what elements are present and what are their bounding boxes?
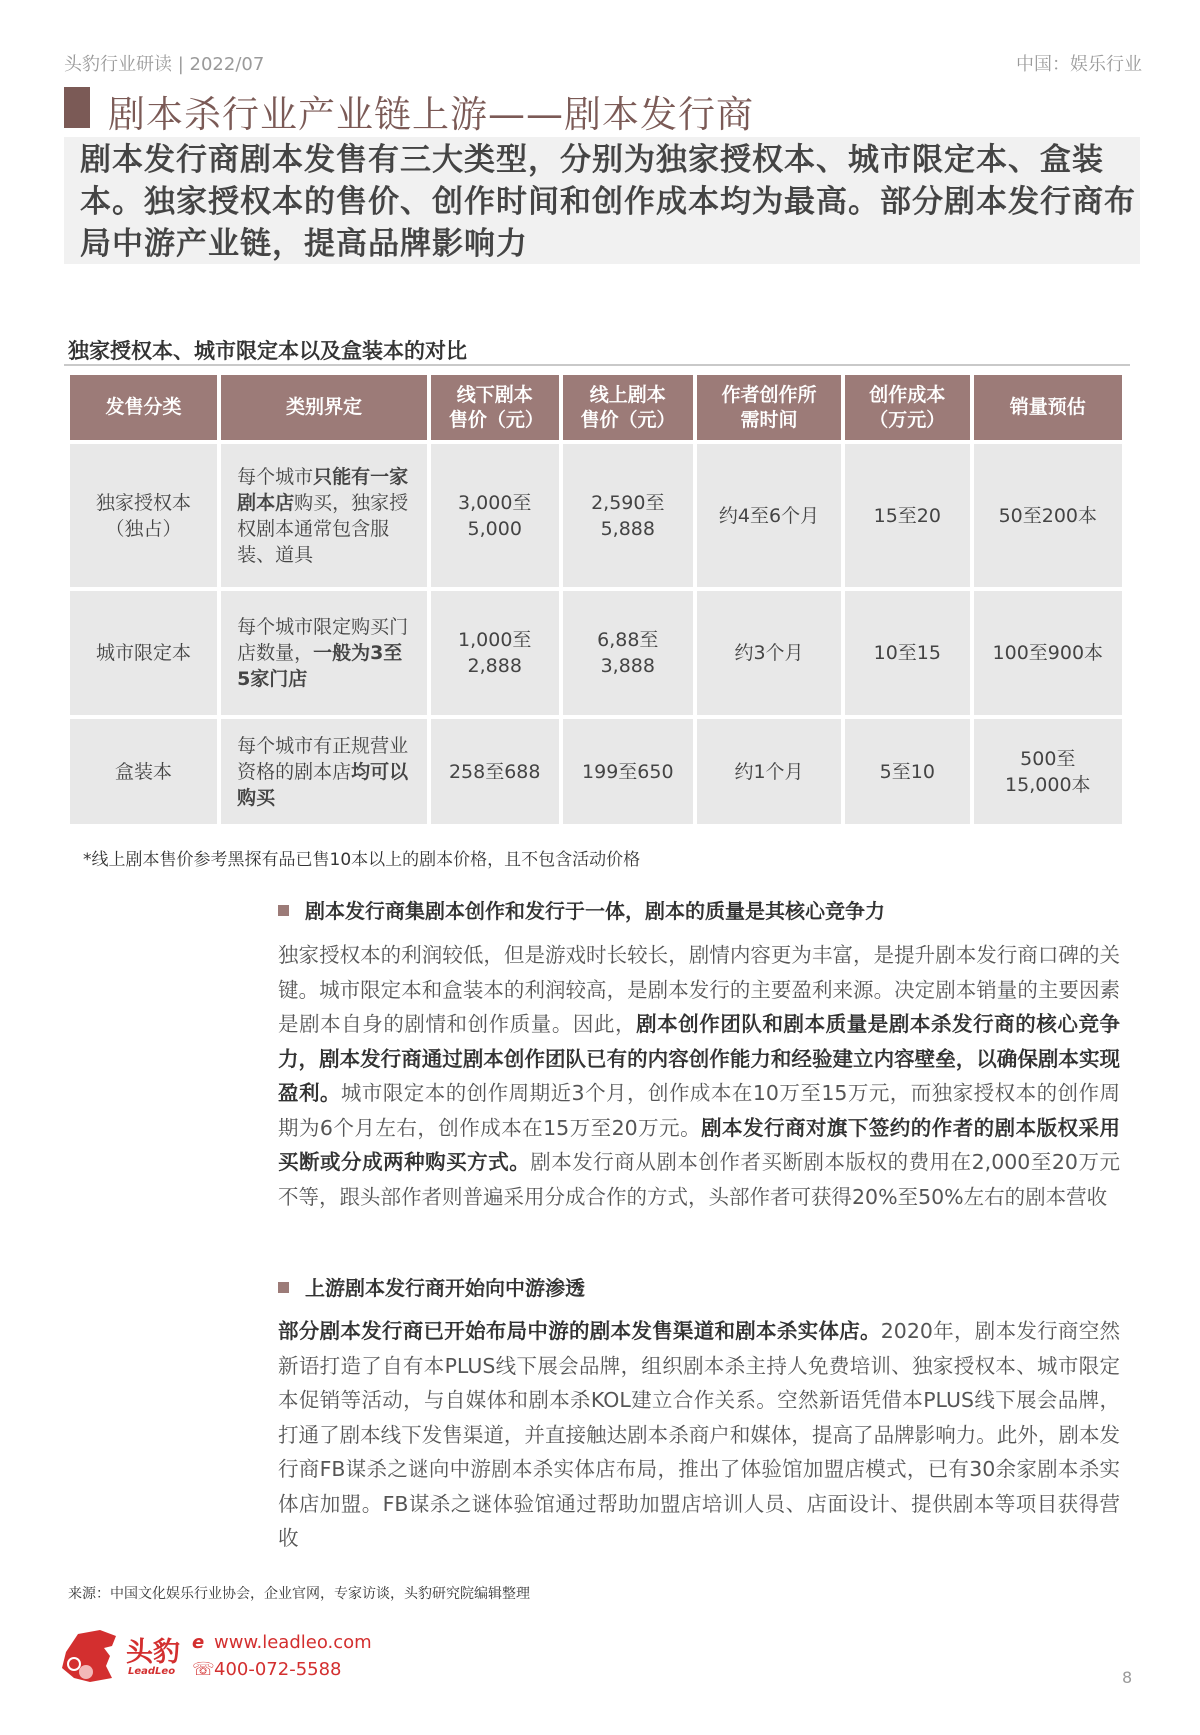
header-cell: 作者创作所需时间 [697, 375, 841, 440]
cell-cost: 15至20 [845, 444, 970, 587]
table-row [70, 719, 1122, 824]
section-heading [278, 895, 885, 924]
text: 购买，独家授权剧本通常包含服装、道具 [237, 491, 409, 566]
header-cell: 创作成本（万元） [845, 375, 970, 440]
table-footnote: *线上剧本售价参考黑探有品已售10本以上的剧本价格，且不包含活动价格 [83, 850, 641, 870]
section-heading-text: 上游剧本发行商开始向中游渗透 [305, 1276, 585, 1300]
summary-box: 剧本发行商剧本发售有三大类型，分别为独家授权本、城市限定本、盒装本。独家授权本的售价、创作时间和创作成本均为最高。部分剧本发行商布局中游产业链，提高品牌影响力 [64, 137, 1140, 264]
cell-time: 约4至6个月 [697, 444, 841, 587]
cell-online: 6,88至3,888 [563, 591, 693, 715]
cell-offline: 1,000至2,888 [431, 591, 559, 715]
bold-text: 剧本创作团队和剧本质量是剧本杀发行商的核心竞争力，剧本发行商通过剧本创作团队已有的内容创作能力和经验建立内容壁垒，以确保剧本实现盈利。 [278, 1012, 1121, 1105]
logo-text-en: LeadLeo [128, 1666, 176, 1677]
cell-sales: 500至15,000本 [974, 719, 1122, 824]
website-link[interactable] [192, 1632, 372, 1653]
comparison-table [66, 371, 1126, 828]
bold-text: 部分剧本发行商已开始布局中游的剧本发售渠道和剧本杀实体店。 [278, 1319, 881, 1343]
header-cell: 类别界定 [221, 375, 427, 440]
cell-definition [221, 719, 427, 824]
cell-time: 约3个月 [697, 591, 841, 715]
text: 2020年，剧本发行商空然新语打造了自有本PLUS线下展会品牌，组织剧本杀主持人免费培训、独家授权本、城市限定本促销等活动，与自媒体和剧本杀KOL建立合作关系。空然新语凭借本PLUS线下展会品牌，打通了剧本线下发售渠道，并直接触达剧本杀商户和媒体，提高了品牌影响力。此外，剧本发行商FB谋杀之谜向中游剧本杀实体店布局，推出了体验馆加盟店模式，已有30余家剧本杀实体店加盟。FB谋杀之谜体验馆通过帮助加盟店培训人员、店面设计、提供剧本等项目获得营收 [278, 1319, 1121, 1550]
cell-cost: 5至10 [845, 719, 970, 824]
header-cell: 线下剧本售价（元） [431, 375, 559, 440]
title-marker [64, 87, 90, 128]
bullet-square-icon [278, 905, 289, 916]
table-caption: 独家授权本、城市限定本以及盒装本的对比 [68, 339, 467, 363]
cell-sales: 50至200本 [974, 444, 1122, 587]
cell-definition [221, 444, 427, 587]
web-icon: e [192, 1632, 205, 1653]
leopard-logo-icon [60, 1628, 120, 1684]
cell-sales: 100至900本 [974, 591, 1122, 715]
logo-text-cn: 头豹 [126, 1637, 180, 1668]
cell-cost: 10至15 [845, 591, 970, 715]
cell-category: 盒装本 [70, 719, 217, 824]
caption-divider [64, 364, 1130, 366]
text: 城市限定本的创作周期近3个月，创作成本在10万至15万元，而独家授权本的创作周期为6个月左右，创作成本在15万至20万元。 [278, 1081, 1120, 1140]
bold-text: 均可以购买 [237, 760, 409, 809]
table-row [70, 444, 1122, 587]
cell-offline: 258至688 [431, 719, 559, 824]
cell-time: 约1个月 [697, 719, 841, 824]
website-text: www.leadleo.com [214, 1632, 372, 1653]
phone-text: 400-072-5588 [214, 1659, 342, 1680]
report-header-right: 中国：娱乐行业 [1016, 54, 1142, 75]
bold-text: 一般为3至5家门店 [237, 642, 403, 690]
text: 剧本发行商从剧本创作者买断剧本版权的费用在2,000至20万元不等，跟头部作者则普遍采用分成合作的方式，头部作者可获得20%至50%左右的剧本营收 [278, 1150, 1120, 1209]
cell-online: 199至650 [563, 719, 693, 824]
bold-text: 剧本发行商对旗下签约的作者的剧本版权采用买断或分成两种购买方式。 [278, 1115, 1120, 1174]
cell-definition [221, 591, 427, 715]
bullet-square-icon [278, 1282, 289, 1293]
header-cell: 销量预估 [974, 375, 1122, 440]
phone-contact [192, 1659, 342, 1680]
phone-icon: ☏ [192, 1659, 215, 1680]
text: 每个城市限定购买门店数量， [237, 616, 409, 664]
report-header-left: 头豹行业研读 | 2022/07 [64, 54, 265, 75]
header-cell: 线上剧本售价（元） [563, 375, 693, 440]
cell-category: 城市限定本 [70, 591, 217, 715]
cell-online: 2,590至5,888 [563, 444, 693, 587]
cell-offline: 3,000至5,000 [431, 444, 559, 587]
text: 独家授权本的利润较低，但是游戏时长较长，剧情内容更为丰富，是提升剧本发行商口碑的关键。城市限定本和盒装本的利润较高，是剧本发行的主要盈利来源。决定剧本销量的主要因素是剧本自身的剧情和创作质量。因此， [278, 943, 1120, 1036]
bold-text: 只能有一家剧本店 [237, 465, 409, 514]
page-number: 8 [1122, 1668, 1133, 1687]
header-cell: 发售分类 [70, 375, 217, 440]
cell-category: 独家授权本（独占） [70, 444, 217, 587]
text: 每个城市 [237, 465, 314, 488]
section-heading-text: 剧本发行商集剧本创作和发行于一体，剧本的质量是其核心竞争力 [305, 899, 885, 923]
table-row [70, 591, 1122, 715]
text: 每个城市有正规营业资格的剧本店 [237, 734, 409, 783]
section-body [278, 1314, 1120, 1556]
section-heading [278, 1272, 585, 1301]
source-note: 来源：中国文化娱乐行业协会，企业官网，专家访谈，头豹研究院编辑整理 [68, 1586, 530, 1602]
page-title: 剧本杀行业产业链上游——剧本发行商 [108, 93, 754, 136]
section-body [278, 938, 1120, 1214]
